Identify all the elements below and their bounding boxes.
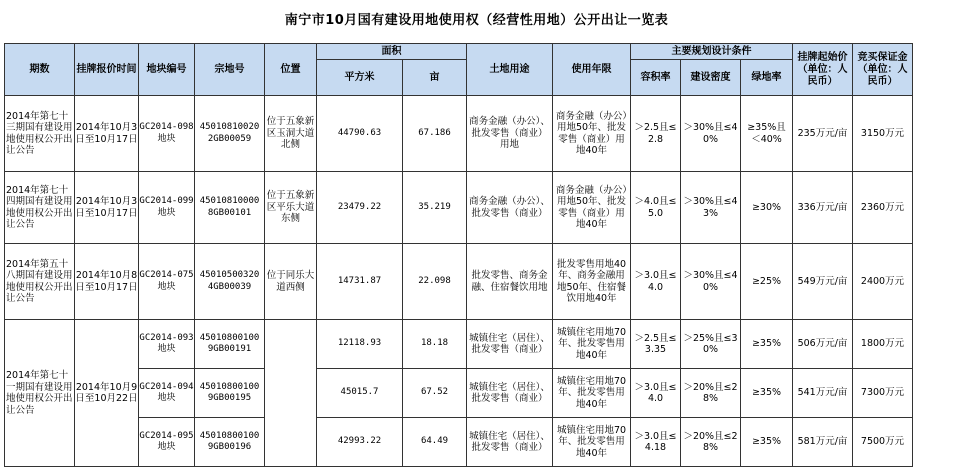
density-cell: ＞20%且≤28% — [681, 418, 741, 467]
green-cell: ≥35% — [741, 320, 793, 369]
term-cell: 商务金融（办公）用地50年、批发零售（商业）用地40年 — [553, 172, 631, 244]
deposit-cell: 2400万元 — [853, 244, 913, 320]
header-parcel-no: 地块编号 — [139, 44, 195, 96]
start-price-cell: 541万元/亩 — [793, 369, 853, 418]
far-cell: ＞3.0且≤4.0 — [631, 369, 681, 418]
density-cell: ＞30%且≤40% — [681, 244, 741, 320]
table-row — [5, 418, 913, 467]
header-planning: 主要规划设计条件 — [631, 44, 793, 60]
land-code-cell: 450105003204GB00039 — [195, 244, 265, 320]
header-area: 面积 — [317, 44, 467, 60]
header-land-use: 土地用途 — [467, 44, 553, 96]
mu-cell: 22.098 — [403, 244, 467, 320]
land-use-cell: 城镇住宅（居住）、批发零售（商业） — [467, 418, 553, 467]
far-cell: ＞3.0且≤4.18 — [631, 418, 681, 467]
period-cell: 2014年第七十一期国有建设用地使用权公开出让公告 — [5, 320, 75, 467]
land-code-cell: 450108001009GB00196 — [195, 418, 265, 467]
period-cell: 2014年第五十八期国有建设用地使用权公开出让公告 — [5, 244, 75, 320]
mu-cell: 18.18 — [403, 320, 467, 369]
sqm-cell: 14731.87 — [317, 244, 403, 320]
deposit-cell: 7300万元 — [853, 369, 913, 418]
listing-time-cell: 2014年10月9日至10月22日 — [75, 320, 139, 467]
sqm-cell: 23479.22 — [317, 172, 403, 244]
parcel-no-cell: GC2014-094地块 — [139, 369, 195, 418]
term-cell: 城镇住宅用地70年、批发零售用地40年 — [553, 369, 631, 418]
sqm-cell: 12118.93 — [317, 320, 403, 369]
listing-time-cell: 2014年10月8日至10月17日 — [75, 244, 139, 320]
header-green: 绿地率 — [741, 60, 793, 96]
deposit-cell: 2360万元 — [853, 172, 913, 244]
parcel-no-cell: GC2014-099地块 — [139, 172, 195, 244]
parcel-no-cell: GC2014-093地块 — [139, 320, 195, 369]
header-deposit: 竞买保证金（单位：人民币） — [853, 44, 913, 96]
land-use-cell: 批发零售、商务金融、住宿餐饮用地 — [467, 244, 553, 320]
land-use-cell: 商务金融（办公）、批发零售（商业） — [467, 172, 553, 244]
sqm-cell: 42993.22 — [317, 418, 403, 467]
location-cell: 位于五象新区玉洞大道北侧 — [265, 96, 317, 172]
far-cell: ＞2.5且≤3.35 — [631, 320, 681, 369]
header-land-code: 宗地号 — [195, 44, 265, 96]
deposit-cell: 7500万元 — [853, 418, 913, 467]
mu-cell: 64.49 — [403, 418, 467, 467]
far-cell: ＞4.0且≤5.0 — [631, 172, 681, 244]
start-price-cell: 549万元/亩 — [793, 244, 853, 320]
parcel-no-cell: GC2014-075地块 — [139, 244, 195, 320]
land-listing-table — [4, 43, 913, 467]
density-cell: ＞20%且≤28% — [681, 369, 741, 418]
table-row — [5, 369, 913, 418]
term-cell: 商务金融（办公）用地50年、批发零售（商业）用地40年 — [553, 96, 631, 172]
location-cell: 位于五象新区平乐大道东侧 — [265, 172, 317, 244]
header-density: 建设密度 — [681, 60, 741, 96]
density-cell: ＞30%且≤40% — [681, 96, 741, 172]
start-price-cell: 581万元/亩 — [793, 418, 853, 467]
land-use-cell: 城镇住宅（居住）、批发零售（商业） — [467, 320, 553, 369]
listing-time-cell: 2014年10月3日至10月17日 — [75, 172, 139, 244]
table-row — [5, 172, 913, 244]
land-code-cell: 450108100008GB00101 — [195, 172, 265, 244]
header-far: 容积率 — [631, 60, 681, 96]
start-price-cell: 506万元/亩 — [793, 320, 853, 369]
density-cell: ＞25%且≤30% — [681, 320, 741, 369]
header-term: 使用年限 — [553, 44, 631, 96]
parcel-no-cell: GC2014-095地块 — [139, 418, 195, 467]
parcel-no-cell: GC2014-098地块 — [139, 96, 195, 172]
density-cell: ＞30%且≤43% — [681, 172, 741, 244]
listing-time-cell: 2014年10月3日至10月17日 — [75, 96, 139, 172]
land-code-cell: 450108001009GB00191 — [195, 320, 265, 369]
green-cell: ≥30% — [741, 172, 793, 244]
term-cell: 批发零售用地40年、商务金融用地50年、住宿餐饮用地40年 — [553, 244, 631, 320]
header-listing-time: 挂牌报价时间 — [75, 44, 139, 96]
sqm-cell: 44790.63 — [317, 96, 403, 172]
location-cell-empty — [265, 320, 317, 467]
land-use-cell: 商务金融（办公）、批发零售（商业）用地 — [467, 96, 553, 172]
term-cell: 城镇住宅用地70年、批发零售用地40年 — [553, 418, 631, 467]
table-row — [5, 244, 913, 320]
header-sqm: 平方米 — [317, 60, 403, 96]
green-cell: ≥35%且＜40% — [741, 96, 793, 172]
far-cell: ＞3.0且≤4.0 — [631, 244, 681, 320]
table-row — [5, 320, 913, 369]
far-cell: ＞2.5且≤2.8 — [631, 96, 681, 172]
header-period: 期数 — [5, 44, 75, 96]
mu-cell: 67.52 — [403, 369, 467, 418]
period-cell: 2014年第七十四期国有建设用地使用权公开出让公告 — [5, 172, 75, 244]
green-cell: ≥35% — [741, 369, 793, 418]
green-cell: ≥25% — [741, 244, 793, 320]
period-cell: 2014年第七十三期国有建设用地使用权公开出让公告 — [5, 96, 75, 172]
term-cell: 城镇住宅用地70年、批发零售用地40年 — [553, 320, 631, 369]
deposit-cell: 1800万元 — [853, 320, 913, 369]
land-use-cell: 城镇住宅（居住）、批发零售（商业） — [467, 369, 553, 418]
land-code-cell: 450108100202GB00059 — [195, 96, 265, 172]
header-location: 位置 — [265, 44, 317, 96]
mu-cell: 67.186 — [403, 96, 467, 172]
table-row — [5, 96, 913, 172]
deposit-cell: 3150万元 — [853, 96, 913, 172]
header-start-price: 挂牌起始价（单位：人民币） — [793, 44, 853, 96]
page-title: 南宁市10月国有建设用地使用权（经营性用地）公开出让一览表 — [284, 13, 669, 28]
start-price-cell: 336万元/亩 — [793, 172, 853, 244]
land-code-cell: 450108001009GB00195 — [195, 369, 265, 418]
location-cell: 位于同乐大道西侧 — [265, 244, 317, 320]
start-price-cell: 235万元/亩 — [793, 96, 853, 172]
sqm-cell: 45015.7 — [317, 369, 403, 418]
mu-cell: 35.219 — [403, 172, 467, 244]
green-cell: ≥35% — [741, 418, 793, 467]
header-mu: 亩 — [403, 60, 467, 96]
